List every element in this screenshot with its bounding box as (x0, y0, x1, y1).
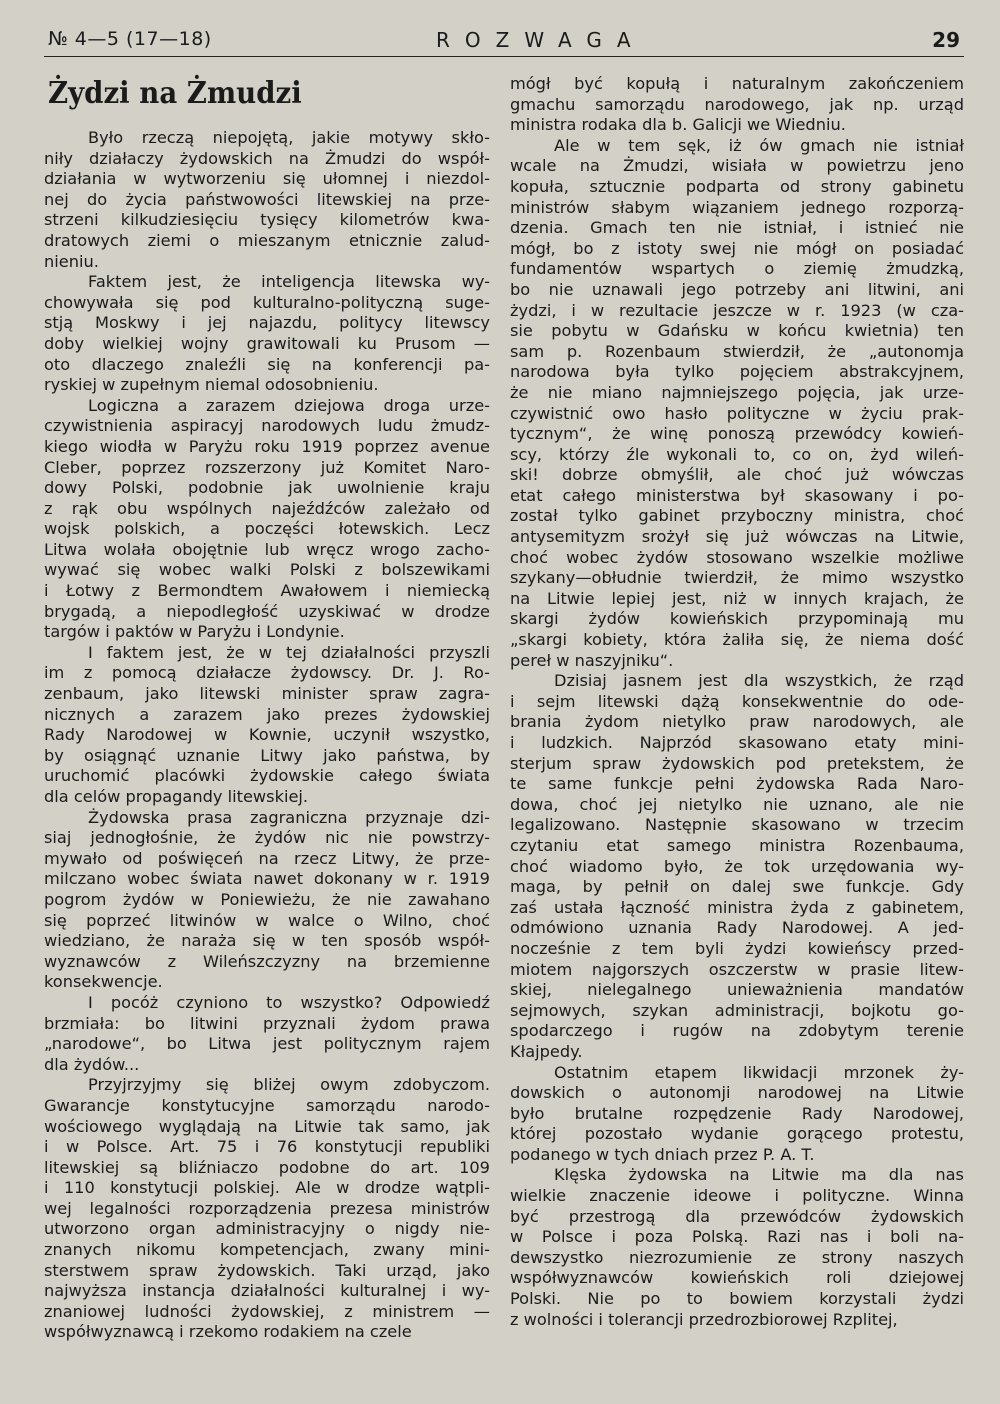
text-line: „narodowe“, bo Litwa jest politycznym rajem (44, 1034, 490, 1054)
text-line: pogrom żydów w Poniewieżu, że nie zawahano (44, 889, 490, 909)
text-line: choć wiadomo było, że tok urzędowania wy- (510, 856, 964, 876)
text-line: konsekwencje. (44, 972, 163, 992)
right-column (510, 74, 964, 1330)
text-line: Kłajpedy. (510, 1041, 583, 1061)
text-line: i 110 konstytucji polskiej. Ale w drodze wątpli- (44, 1178, 490, 1198)
paragraph (44, 993, 490, 1075)
text-line: Cleber, poprzez rozszerzony już Komitet Naro- (44, 457, 490, 477)
text-line: współwyznawcą i rzekomo rodakiem na czele (44, 1322, 412, 1342)
text-line: Rady Narodowej w Kownie, uczynił wszystko, (44, 725, 490, 745)
text-line: było brutalne rozpędzenie Rady Narodowej, (510, 1103, 964, 1123)
text-line: etat całego ministerstwa był skasowany i po- (510, 485, 964, 505)
text-line: zenbaum, jako litewski minister spraw zagra- (44, 684, 490, 704)
text-line: ski! dobrze obmyślił, ale choć już wówczas (510, 465, 964, 485)
text-line: że nie miano najmniejszego pojęcia, jak urze- (510, 382, 964, 402)
text-line: brania żydom nietylko praw narodowych, ale (510, 712, 964, 732)
text-line: niły działaczy żydowskich na Żmudzi do współ- (44, 148, 490, 168)
text-line: Żydowska prasa zagraniczna przyznaje dzi- (88, 807, 490, 827)
text-line: znaniowej ludności żydowskiej, z ministrem — (44, 1301, 490, 1321)
text-line: mógł być kopułą i naturalnym zakończeniem (510, 74, 964, 93)
text-line: Ostatnim etapem likwidacji mrzonek ży- (554, 1062, 964, 1082)
text-line: litewskiej są bliźniaczo podobne do art. 109 (44, 1157, 490, 1177)
text-line: maga, by pełnił on dalej swe funkcje. Gdy (510, 877, 964, 897)
paragraph (510, 136, 964, 671)
text-line: brzmiała: bo litwini przyznali żydom prawa (44, 1013, 490, 1033)
text-line: ryskiej w zupełnym niemal odosobnieniu. (44, 375, 379, 395)
text-line: uruchomić placówki żydowskie całego świata (44, 766, 490, 786)
page-number: 29 (932, 28, 960, 52)
paragraph (44, 808, 490, 993)
text-line: się poprzeć litwinów w walce o Wilno, choć (44, 910, 490, 930)
text-line: zaś ustała łączność ministra żyda z gabinetem, (510, 897, 964, 917)
text-line: szykany—obłudnie twierdził, że mimo wszystko (510, 568, 964, 588)
text-line: skiej, nielegalnego unieważnienia mandatów (510, 980, 964, 1000)
text-line: być przestrogą dla przewódców żydowskich (510, 1206, 964, 1226)
text-line: nieniu. (44, 251, 99, 271)
paragraph (510, 1063, 964, 1166)
text-line: znanych nikomu kompetencjach, zwany mini- (44, 1240, 490, 1260)
text-line: nej do życia państwowości litewskiej na prze- (44, 189, 490, 209)
text-line: milczano wobec świata nawet dokonany w r. 1919 (44, 869, 490, 889)
text-line: najwyższa instancja działalności kulturalnej i wy- (44, 1281, 490, 1301)
issue-number: № 4—5 (17—18) (48, 28, 212, 50)
text-line: pereł w naszyjniku“. (510, 650, 674, 670)
text-line: z rąk obu wspólnych najeźdźców zależało od (44, 498, 490, 518)
text-line: legalizowano. Następnie skasowano w trzecim (510, 815, 964, 835)
text-line: bo nie uznawali jego potrzeby ani litwini, ani (510, 279, 964, 299)
text-line: na Litwie lepiej jest, niż w innych krajach, że (510, 588, 964, 608)
paragraph (44, 272, 490, 396)
text-line: I pocóż czyniono to wszystko? Odpowiedź (88, 992, 490, 1012)
text-line: te same funkcje pełni żydowska Rada Naro- (510, 774, 964, 794)
paragraph (510, 74, 964, 136)
text-line: Klęska żydowska na Litwie ma dla nas (554, 1165, 964, 1185)
text-line: nocześnie z tem byli żydzi kowieńscy przed- (510, 938, 964, 958)
text-line: scy, którzy źle wykonali to, co on, żyd wileń- (510, 444, 964, 464)
text-line: Logiczna a zarazem dziejowa droga urze- (88, 395, 490, 415)
text-line: podanego w tych dniach przez P. A. T. (510, 1144, 815, 1164)
text-line: spodarczego i rugów na zdobytym terenie (510, 1021, 964, 1041)
text-line: czywistnienia aspiracyj narodowych ludu żmudz- (44, 416, 490, 436)
text-line: fundamentów wspartych o ziemię żmudzką, (510, 259, 964, 279)
text-line: im z pomocą działacze żydowscy. Dr. J. Ro- (44, 663, 490, 683)
text-line: żydzi, i w rezultacie jeszcze w r. 1923 (w cza- (510, 300, 964, 320)
text-line: Przyjrzyjmy się bliżej owym zdobyczom. (88, 1075, 490, 1095)
text-line: wościowego wyglądają na Litwie tak samo, jak (44, 1116, 490, 1136)
text-line: Gwarancje konstytucyjne samorządu narodo- (44, 1095, 490, 1115)
text-line: kopuła, sztucznie podparta od strony gabinetu (510, 176, 964, 196)
text-line: nicznych a zarazem jako prezes żydowskiej (44, 704, 490, 724)
text-line: wyznawców z Wileńszczyzny na brzemienne (44, 951, 490, 971)
text-line: ministra rodaka dla b. Galicji we Wiedniu. (510, 115, 846, 135)
text-line: mógł, bo z istoty swej nie mógł on posiadać (510, 238, 964, 258)
text-line: Litwa wolała obojętnie lub wręcz wrogo zacho- (44, 539, 490, 559)
text-line: wojsk polskich, a poczęści łotewskich. Lecz (44, 519, 490, 539)
paragraph (44, 128, 490, 272)
text-line: wiedziano, że naraża się w ten sposób współ- (44, 931, 490, 951)
text-line: sam p. Rozenbaum stwierdził, że „autonomja (510, 341, 964, 361)
right-column-body (510, 74, 964, 1330)
text-line: i w Polsce. Art. 75 i 76 konstytucji republiki (44, 1137, 490, 1157)
paragraph (510, 1165, 964, 1330)
text-line: targów i paktów w Paryżu i Londynie. (44, 622, 345, 642)
text-line: sejmowych, szykan administracji, bojkotu go- (510, 1000, 964, 1020)
text-line: czytaniu etat samego ministra Rozenbauma, (510, 835, 964, 855)
text-line: sterstwem spraw żydowskich. Taki urząd, jako (44, 1260, 490, 1280)
text-line: wej legalności rozporządzenia prezesa ministrów (44, 1198, 490, 1218)
text-line: dowy Polski, podobnie jak uwolnienie kraju (44, 478, 490, 498)
text-line: i Łotwy z Bermondtem Awałowem i niemiecką (44, 581, 490, 601)
text-line: odmówiono uznania Rady Narodowej. A jed- (510, 918, 964, 938)
text-line: miotem najgorszych oszczerstw w prasie litew- (510, 959, 964, 979)
text-line: oto dlaczego znaleźli się na konferencji pa- (44, 354, 490, 374)
text-line: działania w wytworzeniu się ułomnej i niezdol- (44, 169, 490, 189)
text-line: doby wielkiej wojny grawitowali ku Prusom — (44, 333, 490, 353)
text-line: sie pobytu w Gdańsku w końcu kwietnia) ten (510, 321, 964, 341)
text-line: dewszystko niezrozumienie ze strony naszych (510, 1247, 964, 1267)
page-header (44, 26, 964, 57)
left-column-body (44, 128, 490, 1343)
paragraph (44, 1075, 490, 1343)
text-line: w Polsce i poza Polską. Razi nas i boli na- (510, 1227, 964, 1247)
paragraph (44, 643, 490, 808)
text-line: i ludzkich. Najprzód skasowano etaty mini- (510, 733, 964, 752)
text-line: i sejm litewski dążą konsekwentnie do ode- (510, 691, 964, 711)
text-line: by osiągnąć uznanie Litwy jako państwa, by (44, 745, 490, 765)
text-line: mywało od poświęceń na rzecz Litwy, że prze- (44, 848, 490, 868)
text-line: dowa, choć jej nietylko nie uznano, ale nie (510, 794, 964, 814)
text-line: Dzisiaj jasnem jest dla wszystkich, że rząd (554, 671, 964, 691)
article-title: Żydzi na Żmudzi (48, 76, 302, 111)
text-line: wielkie znaczenie ideowe i polityczne. Winna (510, 1186, 964, 1206)
text-line: dla celów propagandy litewskiej. (44, 787, 309, 806)
text-line: został tylko gabinet przyboczny ministra, choć (510, 506, 964, 526)
text-line: dowskich o autonomji narodowej na Litwie (510, 1083, 964, 1103)
text-line: czywistnić owo hasło polityczne w życiu prak- (510, 403, 964, 423)
text-line: wcale na Żmudzi, wisiała w powietrzu jeno (510, 156, 964, 176)
paragraph (44, 396, 490, 643)
text-line: Polski. Nie po to bowiem korzystali żydzi (510, 1289, 964, 1309)
text-line: dla żydów... (44, 1054, 140, 1074)
text-line: antysemityzm srożył się już wówczas na Litwie, (510, 527, 964, 547)
text-line: dratowych ziemi o mieszanym etnicznie zalud- (44, 230, 490, 250)
text-line: „skargi kobiety, która żaliła się, że niema dość (510, 630, 964, 650)
text-line: choć wobec żydów stosowano wszelkie możliwe (510, 547, 964, 567)
paragraph (510, 671, 964, 1062)
text-line: chowywała się pod kulturalno-polityczną suge- (44, 292, 490, 312)
text-line: sterjum spraw żydowskich pod pretekstem, że (510, 753, 964, 773)
text-line: z wolności i tolerancji przedrozbiorowej Rzplitej, (510, 1309, 898, 1329)
text-line: dzenia. Gmach ten nie istniał, i istnieć nie (510, 218, 964, 238)
text-line: skargi żydów kowieńskich przypominają mu (510, 609, 964, 629)
text-line: utworzono organ administracyjny o nigdy nie- (44, 1219, 490, 1239)
magazine-title: ROZWAGA (436, 28, 646, 52)
left-column (44, 74, 490, 1343)
text-line: wywać się wobec walki Polski z bolszewikami (44, 560, 490, 580)
text-line: narodowa była tylko pojęciem abstrakcyjnem, (510, 362, 964, 382)
text-line: Było rzeczą niepojętą, jakie motywy skło- (88, 128, 490, 147)
text-line: ministrów słabym wiązaniem jednego rozporzą- (510, 197, 964, 217)
text-line: siaj jednogłośnie, że żydów nic nie powstrzy- (44, 828, 490, 848)
text-line: Ale w tem sęk, iż ów gmach nie istniał (554, 135, 964, 155)
text-line: strzeni kilkudziesięciu tysięcy kilometrów kwa- (44, 210, 490, 230)
text-line: tycznym“, że winę ponoszą przewódcy kowień- (510, 424, 964, 444)
text-line: brygadą, a niepodległość uzyskiwać w drodze (44, 601, 490, 621)
text-line: gmachu samorządu narodowego, jak np. urząd (510, 94, 964, 114)
text-line: I faktem jest, że w tej działalności przyszli (88, 642, 490, 662)
text-line: Faktem jest, że inteligencja litewska wy- (88, 272, 490, 292)
text-line: której pozostało wydanie gorącego protestu, (510, 1124, 964, 1144)
text-line: współwyznawców kowieńskich roli dziejowej (510, 1268, 964, 1288)
text-line: kiego wiodła w Paryżu roku 1919 poprzez avenue (44, 436, 490, 456)
text-line: stją Moskwy i jej najazdu, politycy litewscy (44, 313, 490, 333)
